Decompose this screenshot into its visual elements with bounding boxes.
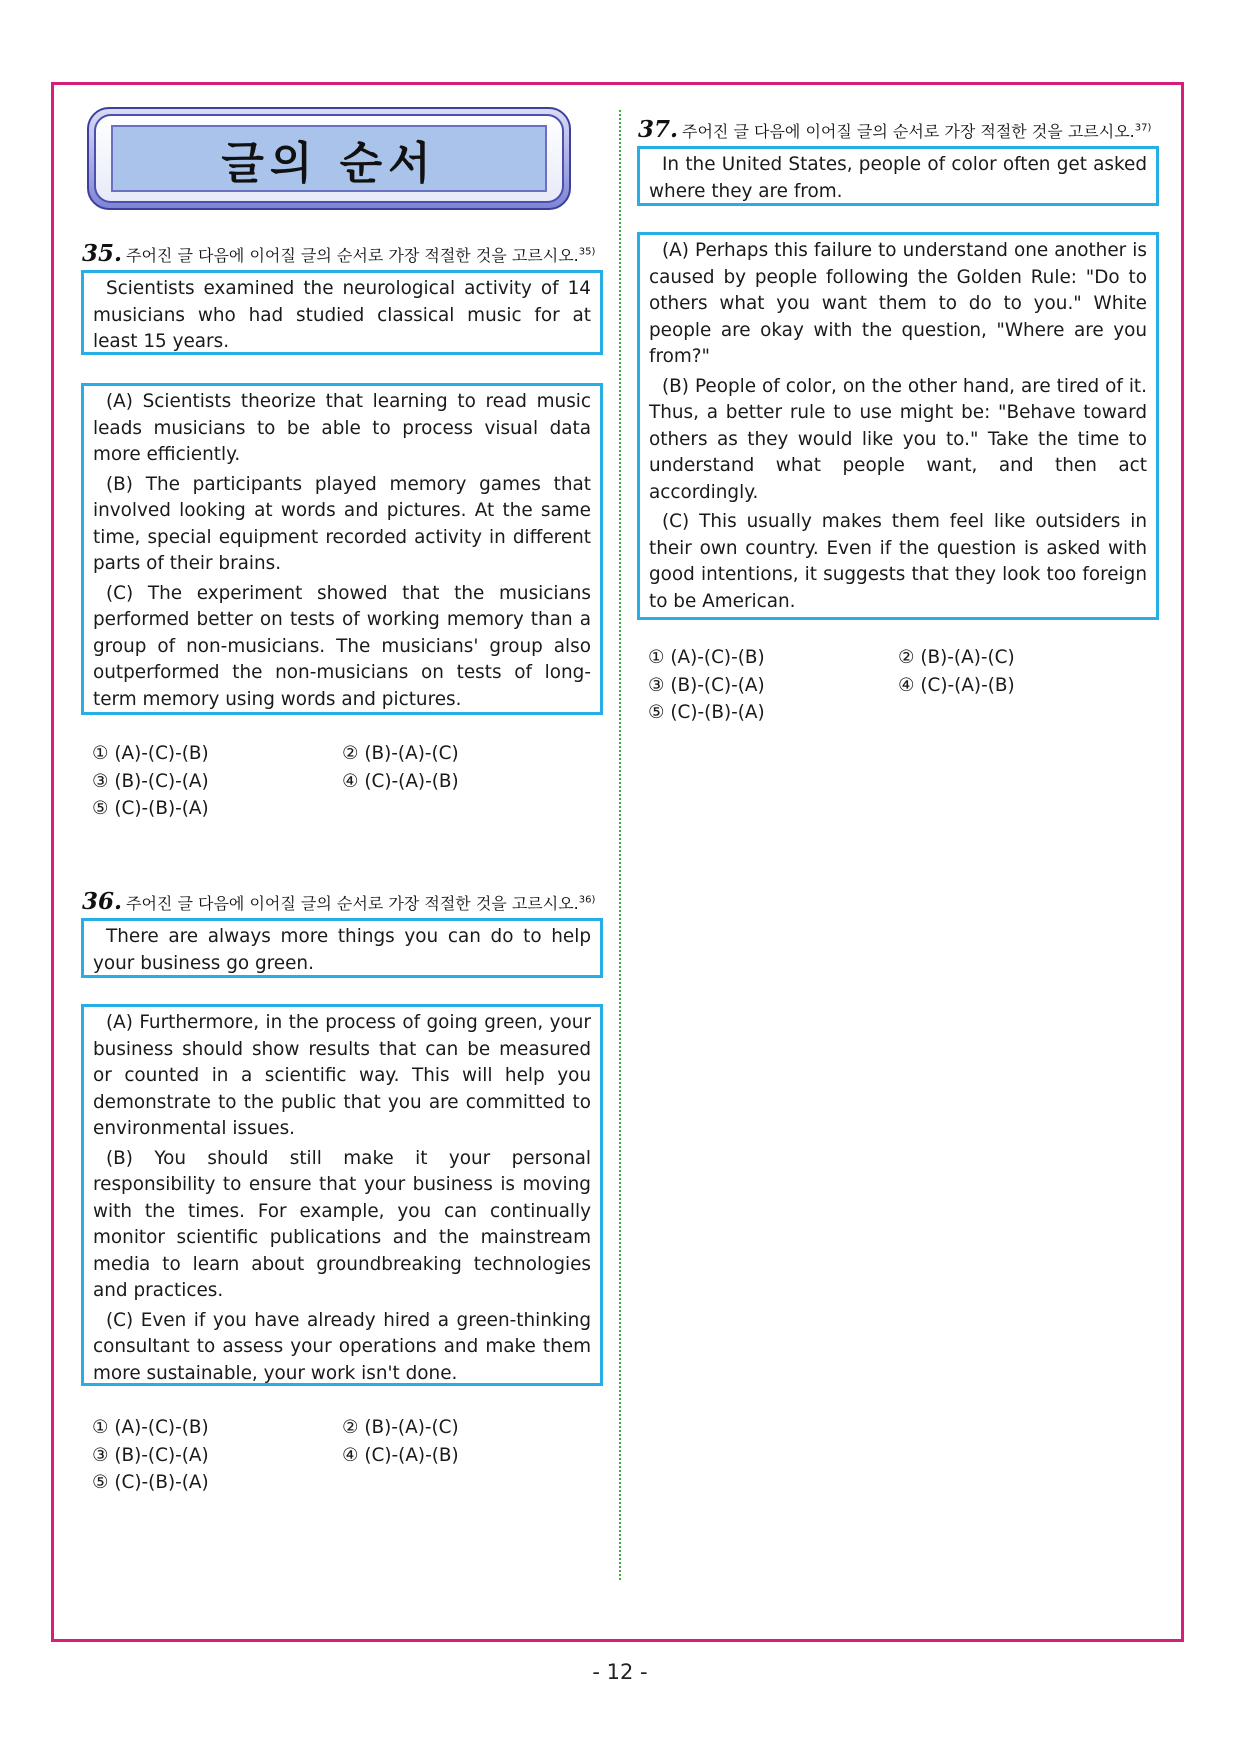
choice-4[interactable]: ④ (C)-(A)-(B)	[342, 770, 459, 792]
choice-5[interactable]: ⑤ (C)-(B)-(A)	[92, 798, 209, 819]
passage-c: (C) This usually makes them feel like outsiders in their own country. Even if the question is asked with good intentions, it suggests that they look too foreign to be American.	[649, 511, 1147, 612]
question-number: 35.	[82, 240, 123, 267]
page-title: 글의 순서	[221, 137, 437, 189]
question-number: 37.	[638, 116, 679, 143]
passage-b: (B) You should still make it your personal responsibility to ensure that your business is moving with the times. For example, you can continually monitor scientific publications and the mainstream media to learn about groundbreaking technologies and practices.	[93, 1147, 591, 1301]
choice-1[interactable]: ① (A)-(C)-(B)	[92, 743, 209, 764]
question-37-header	[638, 116, 1151, 143]
column-divider	[619, 110, 621, 1580]
question-36-given-text	[81, 918, 603, 978]
passage-c: (C) Even if you have already hired a green-thinking consultant to assess your operations and make them more sustainable, your work isn't done.	[93, 1309, 591, 1384]
given-paragraph: Scientists examined the neurological activity of 14 musicians who had studied classical music for at least 15 years.	[93, 278, 591, 352]
choice-5[interactable]: ⑤ (C)-(B)-(A)	[648, 702, 765, 723]
question-36-passages	[81, 1004, 603, 1386]
question-instruction: 주어진 글 다음에 이어질 글의 순서로 가장 적절한 것을 고르시오.	[682, 122, 1135, 141]
question-36-header	[82, 888, 595, 915]
passage-a: (A) Furthermore, in the process of going green, your business should show results that can be measured or counted in a scientific way. This will help you demonstrate to the public that you are committed to environmental issues.	[93, 1012, 591, 1139]
choice-5[interactable]: ⑤ (C)-(B)-(A)	[92, 1472, 209, 1493]
choice-4[interactable]: ④ (C)-(A)-(B)	[898, 674, 1015, 696]
footnote-marker: 35)	[578, 246, 596, 258]
question-37-given-text	[637, 146, 1159, 206]
question-instruction: 주어진 글 다음에 이어질 글의 순서로 가장 적절한 것을 고르시오.	[126, 246, 579, 265]
choice-3[interactable]: ③ (B)-(C)-(A)	[92, 1444, 209, 1466]
choice-2[interactable]: ② (B)-(A)-(C)	[898, 647, 1015, 668]
question-37-passages	[637, 232, 1159, 620]
passage-b: (B) People of color, on the other hand, are tired of it. Thus, a better rule to use might be: "Behave toward others as they would like you to." Take the time to understand what people want, and then act accordingly.	[649, 375, 1147, 503]
choice-2[interactable]: ② (B)-(A)-(C)	[342, 1417, 459, 1438]
given-paragraph: There are always more things you can do to help your business go green.	[93, 926, 591, 974]
choice-4[interactable]: ④ (C)-(A)-(B)	[342, 1444, 459, 1466]
choice-1[interactable]: ① (A)-(C)-(B)	[648, 647, 765, 668]
question-35-header	[82, 240, 595, 267]
question-35-given-text	[81, 270, 603, 355]
passage-a: (A) Scientists theorize that learning to read music leads musicians to be able to process visual data more efficiently.	[93, 391, 591, 465]
page-number: - 12 -	[592, 1660, 648, 1684]
question-35-passages	[81, 383, 603, 715]
passage-a: (A) Perhaps this failure to understand one another is caused by people following the Golden Rule: "Do to others what you want them to do to you." White people are okay with the question, "Where are you from?"	[649, 240, 1147, 367]
question-number: 36.	[82, 888, 123, 915]
choice-1[interactable]: ① (A)-(C)-(B)	[92, 1417, 209, 1438]
choice-3[interactable]: ③ (B)-(C)-(A)	[92, 770, 209, 792]
passage-c: (C) The experiment showed that the musicians performed better on tests of working memory than a group of non-musicians. The musicians' group also outperformed the non-musicians on tests of long-term memory using words and pictures.	[93, 582, 591, 710]
footnote-marker: 36)	[578, 894, 596, 906]
given-paragraph: In the United States, people of color often get asked where they are from.	[649, 154, 1147, 202]
section-title-banner	[87, 107, 571, 210]
passage-b: (B) The participants played memory games that involved looking at words and pictures. At the same time, special equipment recorded activity in different parts of their brains.	[93, 473, 591, 574]
title-banner-panel	[111, 125, 547, 192]
question-instruction: 주어진 글 다음에 이어질 글의 순서로 가장 적절한 것을 고르시오.	[126, 894, 579, 913]
choice-2[interactable]: ② (B)-(A)-(C)	[342, 743, 459, 764]
choice-3[interactable]: ③ (B)-(C)-(A)	[648, 674, 765, 696]
footnote-marker: 37)	[1134, 122, 1152, 134]
